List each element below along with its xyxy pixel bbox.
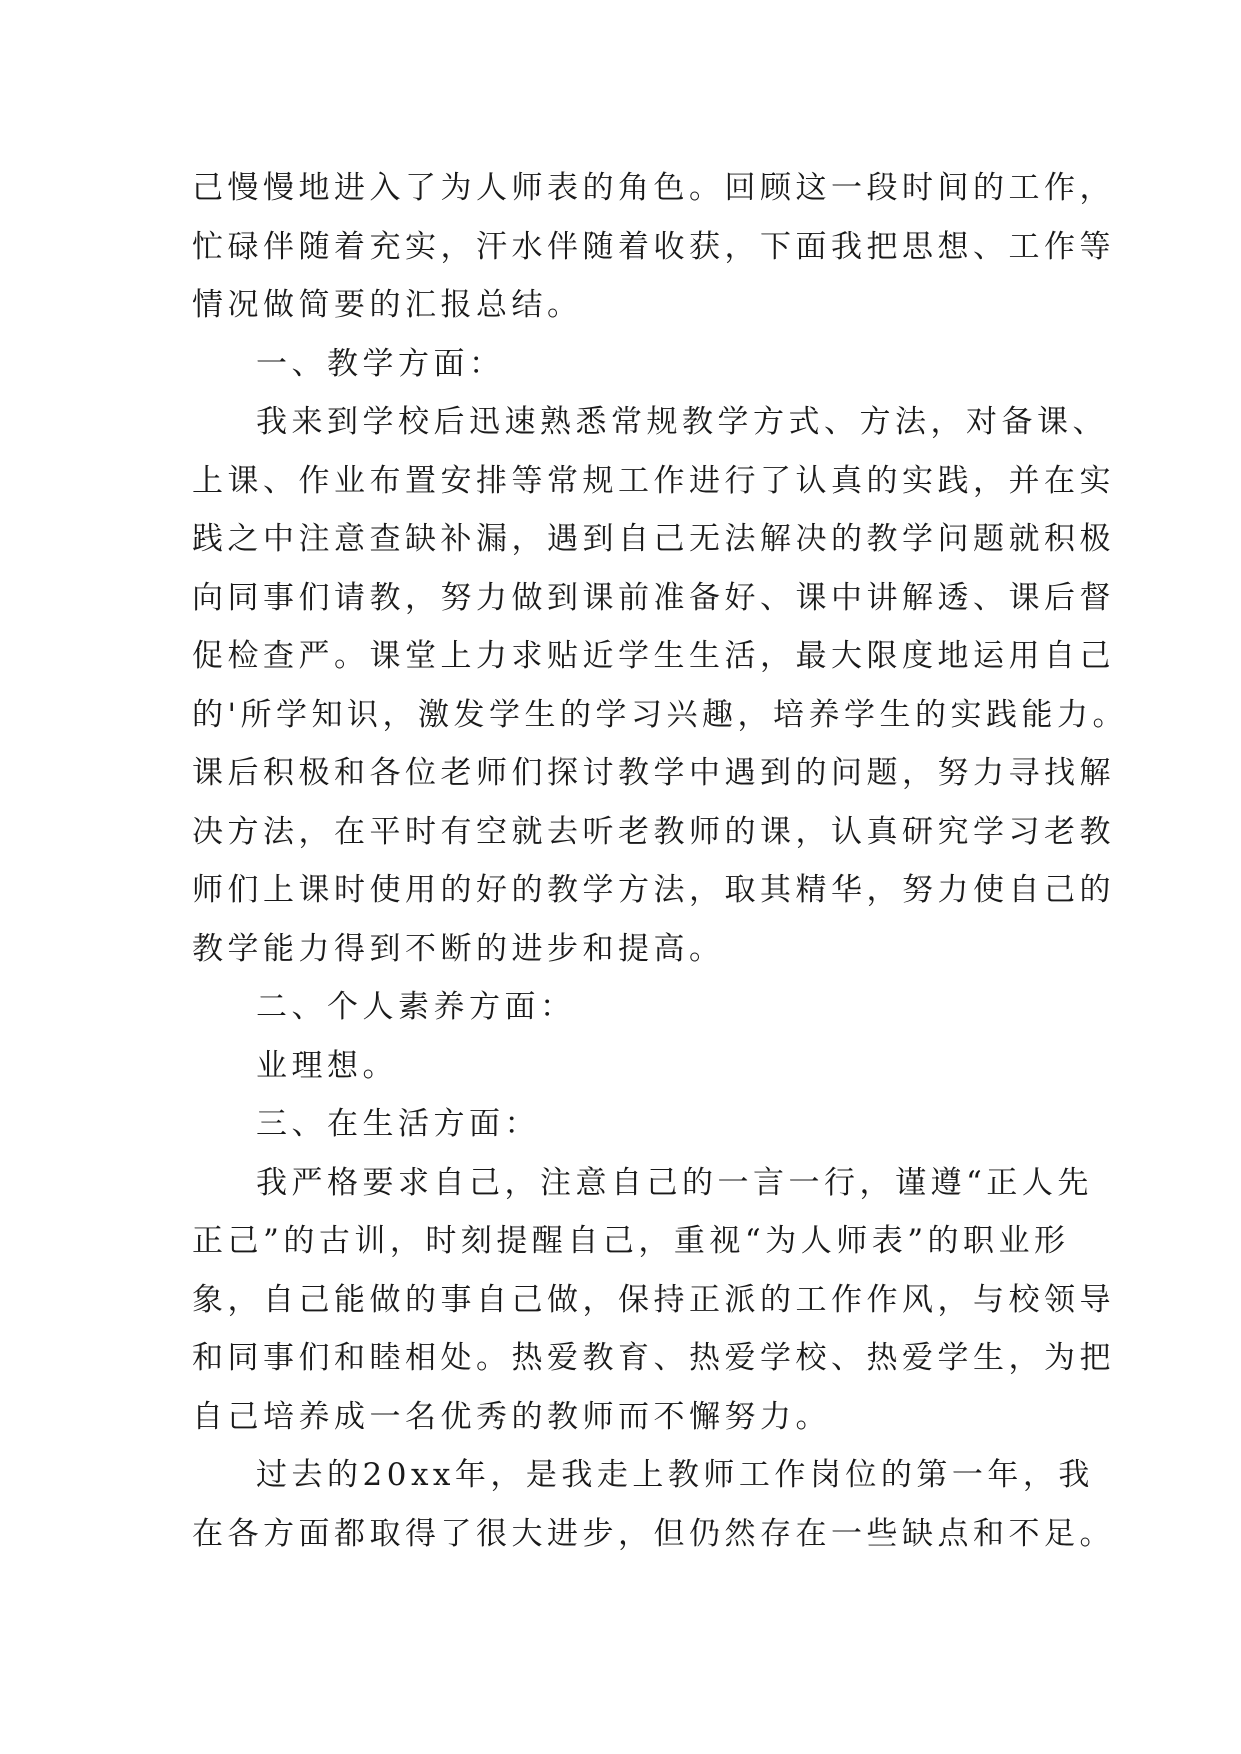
text-line: 教学能力得到不断的进步和提高。 — [192, 930, 725, 967]
text-line: 我来到学校后迅速熟悉常规教学方式、方法，对备课、 — [256, 404, 1108, 440]
text-line: 象，自己能做的事自己做，保持正派的工作作风，与校领导 — [192, 1281, 1115, 1318]
document-body — [192, 159, 1129, 1563]
text-line: 践之中注意查缺补漏，遇到自己无法解决的教学问题就积极 — [192, 521, 1115, 557]
text-line: 在各方面都取得了很大进步，但仍然存在一些缺点和不足。 — [192, 1515, 1115, 1552]
section-heading-personal: 二、个人素养方面： — [256, 989, 576, 1025]
text-line: 上课、作业布置安排等常规工作进行了认真的实践，并在实 — [192, 462, 1115, 499]
text-line: 促检查严。课堂上力求贴近学生生活，最大限度地运用自己 — [192, 638, 1115, 674]
section-heading-life: 三、在生活方面： — [256, 1106, 540, 1142]
text-line: 和同事们和睦相处。热爱教育、热爱学校、热爱学生，为把 — [192, 1340, 1115, 1376]
text-line: 师们上课时使用的好的教学方法，取其精华，努力使自己的 — [192, 872, 1115, 908]
text-line: 正己”的古训，时刻提醒自己，重视“为人师表”的职业形 — [192, 1223, 1070, 1259]
text-line: 自己培养成一名优秀的教师而不懈努力。 — [192, 1398, 831, 1435]
text-line: 过去的20xx年，是我走上教师工作岗位的第一年，我 — [256, 1457, 1094, 1493]
text-line: 向同事们请教，努力做到课前准备好、课中讲解透、课后督 — [192, 579, 1115, 616]
text-line: 己慢慢地进入了为人师表的角色。回顾这一段时间的工作， — [192, 170, 1115, 206]
text-line: 课后积极和各位老师们探讨教学中遇到的问题，努力寻找解 — [192, 755, 1115, 791]
text-line: 业理想。 — [256, 1047, 398, 1084]
text-line: 的'所学知识，激发学生的学习兴趣，培养学生的实践能力。 — [192, 696, 1129, 733]
section-heading-teaching: 一、教学方面： — [256, 345, 505, 382]
text-line: 决方法，在平时有空就去听老教师的课，认真研究学习老教 — [192, 813, 1115, 850]
text-line: 忙碌伴随着充实，汗水伴随着收获，下面我把思想、工作等 — [192, 228, 1115, 265]
text-line: 情况做简要的汇报总结。 — [192, 287, 583, 323]
text-line: 我严格要求自己，注意自己的一言一行，谨遵“正人先 — [256, 1164, 1093, 1201]
